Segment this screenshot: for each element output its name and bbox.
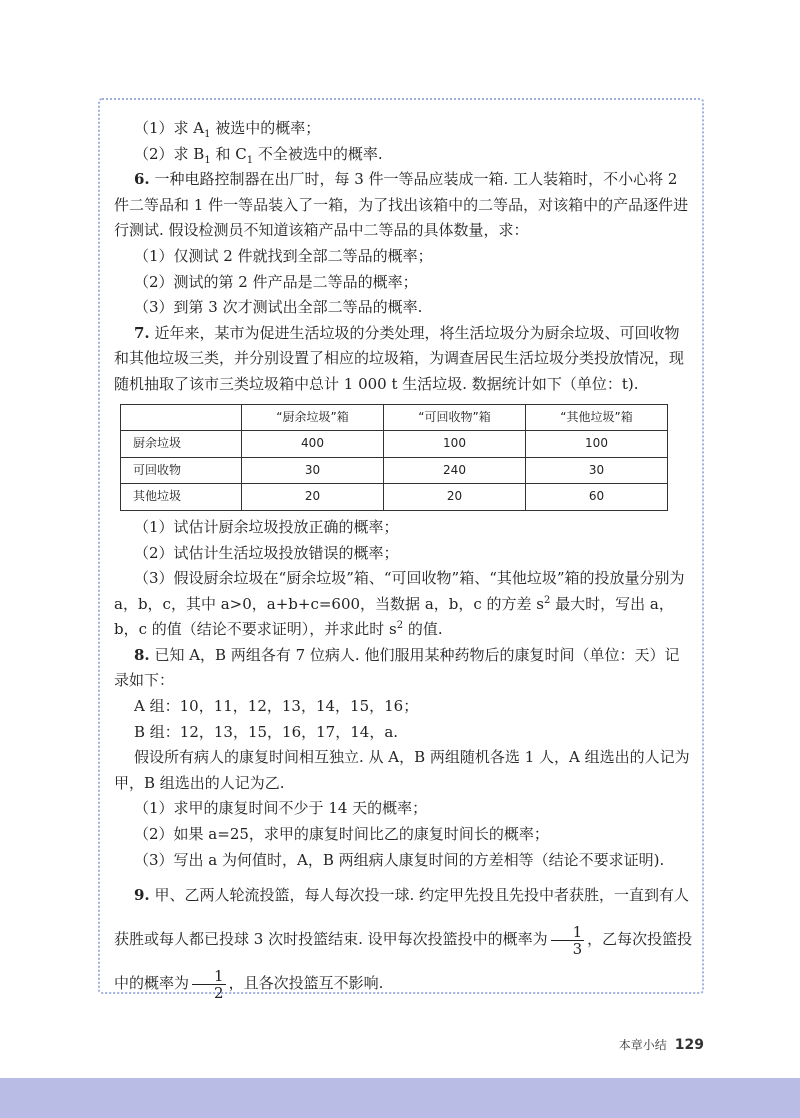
table-cell: 100 (526, 431, 668, 458)
table-cell: 100 (384, 431, 526, 458)
table-header-cell: “其他垃圾”箱 (526, 404, 668, 431)
q7-sub1: （1）试估计厨余垃圾投放正确的概率； (134, 517, 399, 536)
table-cell: 20 (384, 484, 526, 511)
q8-sub1: （1）求甲的康复时间不少于 14 天的概率； (134, 799, 428, 818)
q6-stem: 6. 一种电路控制器在出厂时，每 3 件一等品应装成一箱. 工人装箱时，不小心将 2 件二等品和 1 件一等品装入了一箱，为了找出该箱中的二等品，对该箱中的产品逐件进行测试. 假设检测员不知道该箱产品中二等品的具体数量，求： (114, 170, 689, 240)
table-header-row (121, 404, 668, 431)
q5-sub2: （2）求 $B_1$ 和 $C_1$ 不全被选中的概率. (134, 144, 383, 166)
table-row (121, 457, 668, 484)
page-number: 129 (674, 1037, 704, 1053)
q8-group-b: B 组：12，13，15，16，17，14，a. (134, 722, 399, 741)
table-row-header: 可回收物 (121, 457, 242, 484)
table-cell: 30 (242, 457, 384, 484)
q8-assumption: 假设所有病人的康复时间相互独立. 从 A，B 两组随机各选 1 人，A 组选出的人记为甲，B 组选出的人记为乙. (114, 748, 690, 792)
q8-stem: 8. 已知 A，B 两组各有 7 位病人. 他们服用某种药物后的康复时间（单位：天）记录如下： (114, 645, 680, 690)
q7-sub3: （3）假设厨余垃圾在“厨余垃圾”箱、“可回收物”箱、“其他垃圾”箱的投放量分别为 a，b，c，其中 a>0，a+b+c=600，当数据 a，b，c 的方差 $s^2$ 最大时，写出 a，b，c 的值（结论不要求证明），并求此时 $s^2$ 的值. (114, 569, 685, 639)
table-row-header: 其他垃圾 (121, 484, 242, 511)
table-cell: 60 (526, 484, 668, 511)
q9-stem: 9. 甲、乙两人轮流投篮，每人每次投一球. 约定甲先投且先投中者获胜，一直到有人获胜或每人都已投球 3 次时投篮结束. 设甲每次投篮投中的概率为 $\frac{1}{3}$ ，乙每次投篮投中的概率为 $\frac{1}{2}$ ，且各次投篮互不影响. (114, 886, 693, 1002)
exercise-content (114, 116, 694, 1005)
table-row (121, 431, 668, 458)
bottom-band (0, 1078, 800, 1118)
fraction-one-half: $\frac{1}{2}$ (192, 968, 226, 1001)
table-cell: 240 (384, 457, 526, 484)
table-cell: 20 (242, 484, 384, 511)
q5-sub1: （1）求 $A_1$ 被选中的概率； (134, 119, 321, 140)
q8-number: 8. (134, 645, 150, 664)
table-row (121, 484, 668, 511)
q6-sub2: （2）测试的第 2 件产品是二等品的概率； (134, 272, 418, 291)
fraction-one-third: $\frac{1}{3}$ (551, 924, 585, 957)
q7-stem: 7. 近年来，某市为促进生活垃圾的分类处理，将生活垃圾分为厨余垃圾、可回收物和其他垃圾三类，并分别设置了相应的垃圾箱，为调查居民生活垃圾分类投放情况，现随机抽取了该市三类垃圾箱中总计 1 000 t 生活垃圾. 数据统计如下（单位：t). (114, 323, 685, 393)
q8-group-a: A 组：10，11，12，13，14，15，16； (134, 697, 419, 716)
table-header-cell (121, 404, 242, 431)
table-header-cell: “可回收物”箱 (384, 404, 526, 431)
q8-sub3: （3）写出 a 为何值时，A，B 两组病人康复时间的方差相等（结论不要求证明). (134, 850, 665, 869)
q7-number: 7. (134, 323, 150, 342)
q6-number: 6. (134, 170, 150, 189)
q7-sub2: （2）试估计生活垃圾投放错误的概率； (134, 543, 399, 562)
table-cell: 30 (526, 457, 668, 484)
table-header-cell: “厨余垃圾”箱 (242, 404, 384, 431)
q8-sub2: （2）如果 a=25，求甲的康复时间比乙的康复时间长的概率； (134, 825, 549, 844)
waste-data-table (120, 404, 668, 511)
q6-sub3: （3）到第 3 次才测试出全部二等品的概率. (134, 298, 423, 317)
table-row-header: 厨余垃圾 (121, 431, 242, 458)
section-title: 本章小结 (618, 1038, 667, 1052)
q6-sub1: （1）仅测试 2 件就找到全部二等品的概率； (134, 246, 433, 265)
page-footer (619, 1036, 704, 1053)
table-cell: 400 (242, 431, 384, 458)
q9-number: 9. (134, 886, 150, 905)
